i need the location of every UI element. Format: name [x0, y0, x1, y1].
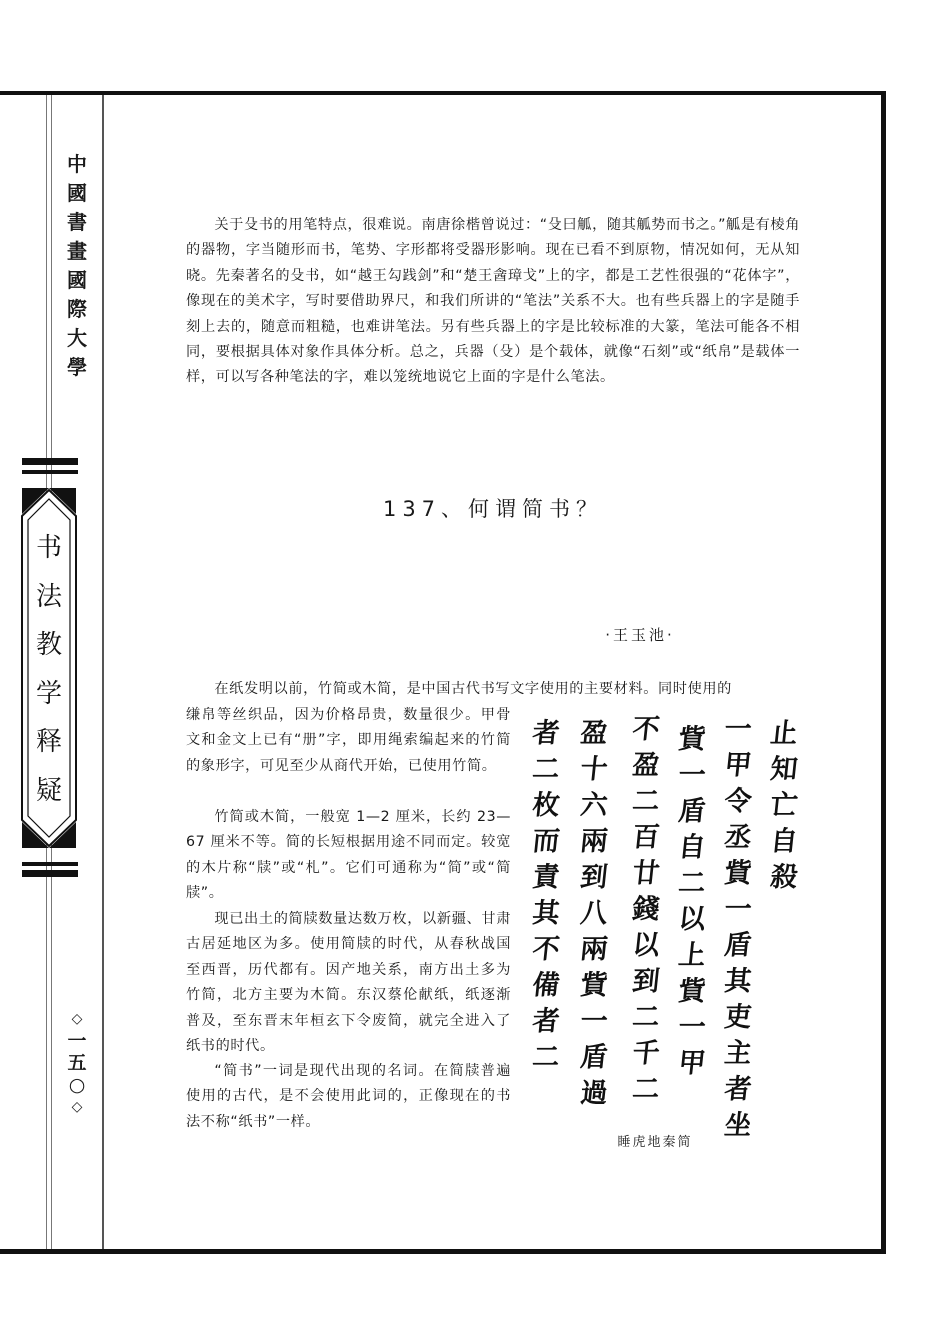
banner-top-bar	[22, 470, 78, 474]
paragraph-term: “简书”一词是现代出现的名词。在简牍普遍使用的古代，是不会使用此词的，正像现在的书法不称“纸书”一样。	[186, 1063, 511, 1130]
paragraph-history: 缣帛等丝织品，因为价格昂贵，数量很少。甲骨文和金文上已有“册”字，即用绳索编起来的竹简的象形字，可见至少从商代开始，已使用竹简。	[186, 707, 511, 774]
intro-paragraph: 关于殳书的用笔特点，很难说。南唐徐楷曾说过：“殳曰觚，随其觚势而书之。”觚是有棱角的器物，字当随形而书，笔势、字形都将受器形影响。现在已看不到原物，情况如何，无从知晓。先秦著名的殳书，如“越王勾践剑”和“楚王酓璋戈”上的字，都是工艺性很强的“花体字”，像现在的美术字，写时要借助界尺，和我们所讲的“笔法”关系不大。也有些兵器上的字是随手刻上去的，随意而粗糙，也难讲笔法。另有些兵器上的字是比较标准的大篆，笔法可能各不相同，要根据具体对象作具体分析。总之，兵器（殳）是个载体，就像“石刻”或“纸帛”是载体一样，可以写各种笔法的字，难以笼统地说它上面的字是什么笔法。	[186, 217, 800, 386]
slip-column: 者 二 枚 而 責 其 不 備 者 二	[530, 718, 562, 1073]
slip-column: 止 知 亡 自 殺	[768, 718, 800, 893]
banner-top-bar	[22, 458, 78, 465]
figure-caption: 睡虎地秦简	[617, 1135, 693, 1150]
slip-column: 盈 十 六 兩 到 八 兩 貲 一 盾 過	[578, 718, 610, 1109]
page-number: ◇ 一 五 ○ ◇	[67, 1011, 87, 1115]
section-heading: 137、何谓简书？	[382, 497, 604, 521]
banner-bottom-bar	[22, 870, 78, 877]
slip-column: 貲 一 盾 自 二 以 上 貲 一 甲	[676, 724, 708, 1079]
author-name: ·王玉池·	[605, 626, 675, 644]
page-frame-bottom	[0, 1249, 886, 1254]
paragraph-first-line: 在纸发明以前，竹简或木简，是中国古代书写文字使用的主要材料。同时使用的	[214, 681, 732, 697]
page-frame-right	[881, 91, 886, 1254]
slip-column: 一 甲 令 丞 貲 一 盾 其 吏 主 者 坐	[722, 714, 754, 1141]
banner-bottom-bar	[22, 862, 78, 866]
book-title-banner	[20, 488, 78, 848]
page-frame-top	[0, 91, 886, 95]
paragraph-dimensions: 竹简或木简，一般宽 1—2 厘米，长约 23—67 厘米不等。简的长短根据用途不同而定。较宽的木片称“牍”或“札”。它们可通称为“简”或“简牍”。	[186, 809, 511, 902]
book-title: 书 法 教 学 释 疑	[35, 533, 62, 806]
page-frame-inner-left	[102, 95, 104, 1249]
series-title: 中 國 書 畫 國 際 大 學	[67, 152, 87, 379]
paragraph-excavations: 现已出土的简牍数量达数万枚，以新疆、甘肃古居延地区为多。使用简牍的时代，从春秋战国至西晋，历代都有。因产地关系，南方出土多为竹简，北方主要为木简。东汉蔡伦献纸，纸逐渐普及，至东晋末年桓玄下令废简，就完全进入了纸书的时代。	[186, 911, 511, 1055]
slip-column: 不 盈 二 百 廿 錢 以 到 二 千 二	[630, 714, 662, 1105]
